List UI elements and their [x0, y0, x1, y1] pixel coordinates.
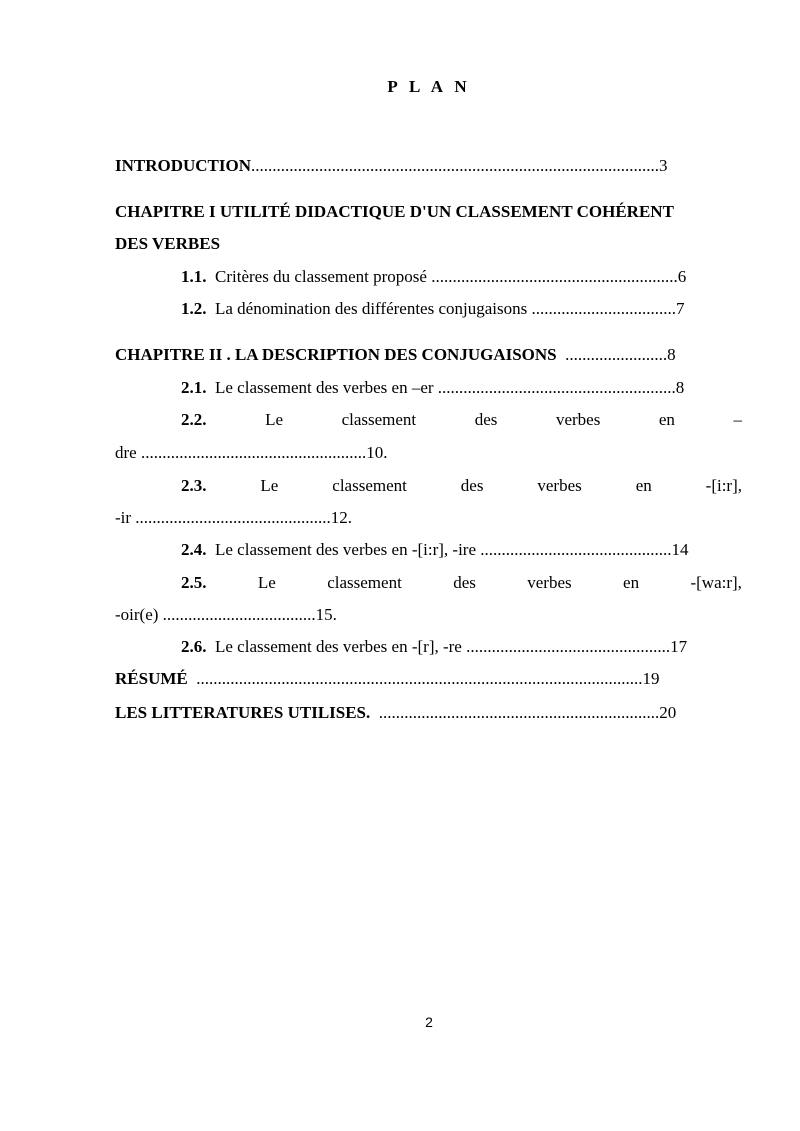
toc-word: Le — [265, 410, 283, 429]
toc-word: – — [733, 410, 742, 429]
toc-number: 2.1. — [181, 378, 207, 397]
toc-label: RÉSUMÉ — [115, 669, 188, 688]
toc-leader: ......................................................................................................... — [187, 669, 643, 688]
toc-word: des — [453, 573, 476, 592]
toc-leader: .................................................................. — [370, 703, 660, 722]
toc-entry-2-1[interactable] — [181, 378, 684, 398]
toc-number: 2.3. — [181, 476, 207, 495]
toc-number: 2.2. — [181, 410, 207, 429]
toc-word: -[i:r], — [705, 476, 742, 495]
page-title: P L A N — [387, 77, 471, 96]
toc-chapter-1-line1[interactable]: CHAPITRE I UTILITÉ DIDACTIQUE D'UN CLASSEMENT COHÉRENT — [115, 202, 674, 221]
toc-page: 8 — [675, 378, 685, 397]
toc-word: Le — [260, 476, 279, 495]
toc-word: en — [623, 573, 640, 592]
toc-entry-2-2[interactable] — [181, 410, 742, 430]
toc-entry-2-3[interactable] — [181, 476, 742, 496]
toc-word: des — [460, 476, 484, 495]
toc-entry-introduction[interactable] — [115, 156, 668, 176]
toc-entry-1-2[interactable] — [181, 299, 684, 319]
toc-page: 3 — [659, 156, 668, 175]
toc-leader: ........................................................ — [437, 378, 676, 397]
toc-label: Critères du classement proposé — [215, 267, 432, 286]
toc-number: 2.4. — [181, 540, 207, 559]
toc-page: 20 — [659, 703, 677, 722]
toc-word: verbes — [537, 476, 582, 495]
toc-word: classement — [332, 476, 407, 495]
toc-word: des — [474, 410, 498, 429]
toc-leader: ........................ — [556, 345, 668, 364]
toc-entry-2-4[interactable] — [181, 540, 689, 560]
toc-chapter-2[interactable] — [115, 345, 676, 365]
toc-leader: .......................................................... — [431, 267, 678, 286]
toc-word: verbes — [527, 573, 572, 592]
toc-page: 8 — [667, 345, 676, 364]
toc-label: Le classement des verbes en -[i:r], -ire — [215, 540, 481, 559]
toc-number: 1.2. — [181, 299, 207, 318]
toc-page: 6 — [677, 267, 687, 286]
toc-chapter-1-line2[interactable]: DES VERBES — [115, 234, 221, 253]
toc-entry-2-5-continued[interactable]: -oir(e) ....................................15. — [115, 605, 337, 624]
toc-entry-2-3-continued[interactable]: -ir ..............................................12. — [115, 508, 353, 527]
page-number: 2 — [425, 1014, 433, 1030]
toc-label: CHAPITRE II . LA DESCRIPTION DES CONJUGAISONS — [115, 345, 557, 364]
toc-word: en — [635, 476, 652, 495]
toc-word: verbes — [555, 410, 601, 429]
toc-label: INTRODUCTION — [115, 156, 252, 175]
toc-number: 2.5. — [181, 573, 207, 592]
toc-number: 2.6. — [181, 637, 207, 656]
toc-page: 14 — [671, 540, 689, 559]
toc-word: -[wa:r], — [690, 573, 742, 592]
toc-label: La dénomination des différentes conjugaisons — [215, 299, 532, 318]
toc-page: 17 — [670, 637, 688, 656]
toc-entry-2-5[interactable] — [181, 573, 742, 593]
toc-leader: ............................................. — [480, 540, 672, 559]
toc-word: classement — [327, 573, 402, 592]
toc-leader: .................................. — [531, 299, 676, 318]
toc-word: en — [658, 410, 675, 429]
toc-word: classement — [341, 410, 417, 429]
toc-entry-litteratures[interactable] — [115, 703, 676, 723]
toc-label: LES LITTERATURES UTILISES. — [115, 703, 371, 722]
toc-entry-1-1[interactable] — [181, 267, 686, 287]
toc-label: Le classement des verbes en –er — [215, 378, 438, 397]
toc-entry-2-6[interactable] — [181, 637, 687, 657]
toc-number: 1.1. — [181, 267, 207, 286]
toc-word: Le — [257, 573, 276, 592]
toc-page: 7 — [675, 299, 685, 318]
toc-page: 19 — [642, 669, 660, 688]
toc-leader: ................................................ — [466, 637, 671, 656]
toc-entry-2-2-continued[interactable]: dre .....................................................10. — [115, 443, 388, 462]
toc-leader: ................................................................................................ — [251, 156, 660, 175]
toc-entry-resume[interactable] — [115, 669, 659, 689]
toc-label: Le classement des verbes en -[r], -re — [215, 637, 467, 656]
